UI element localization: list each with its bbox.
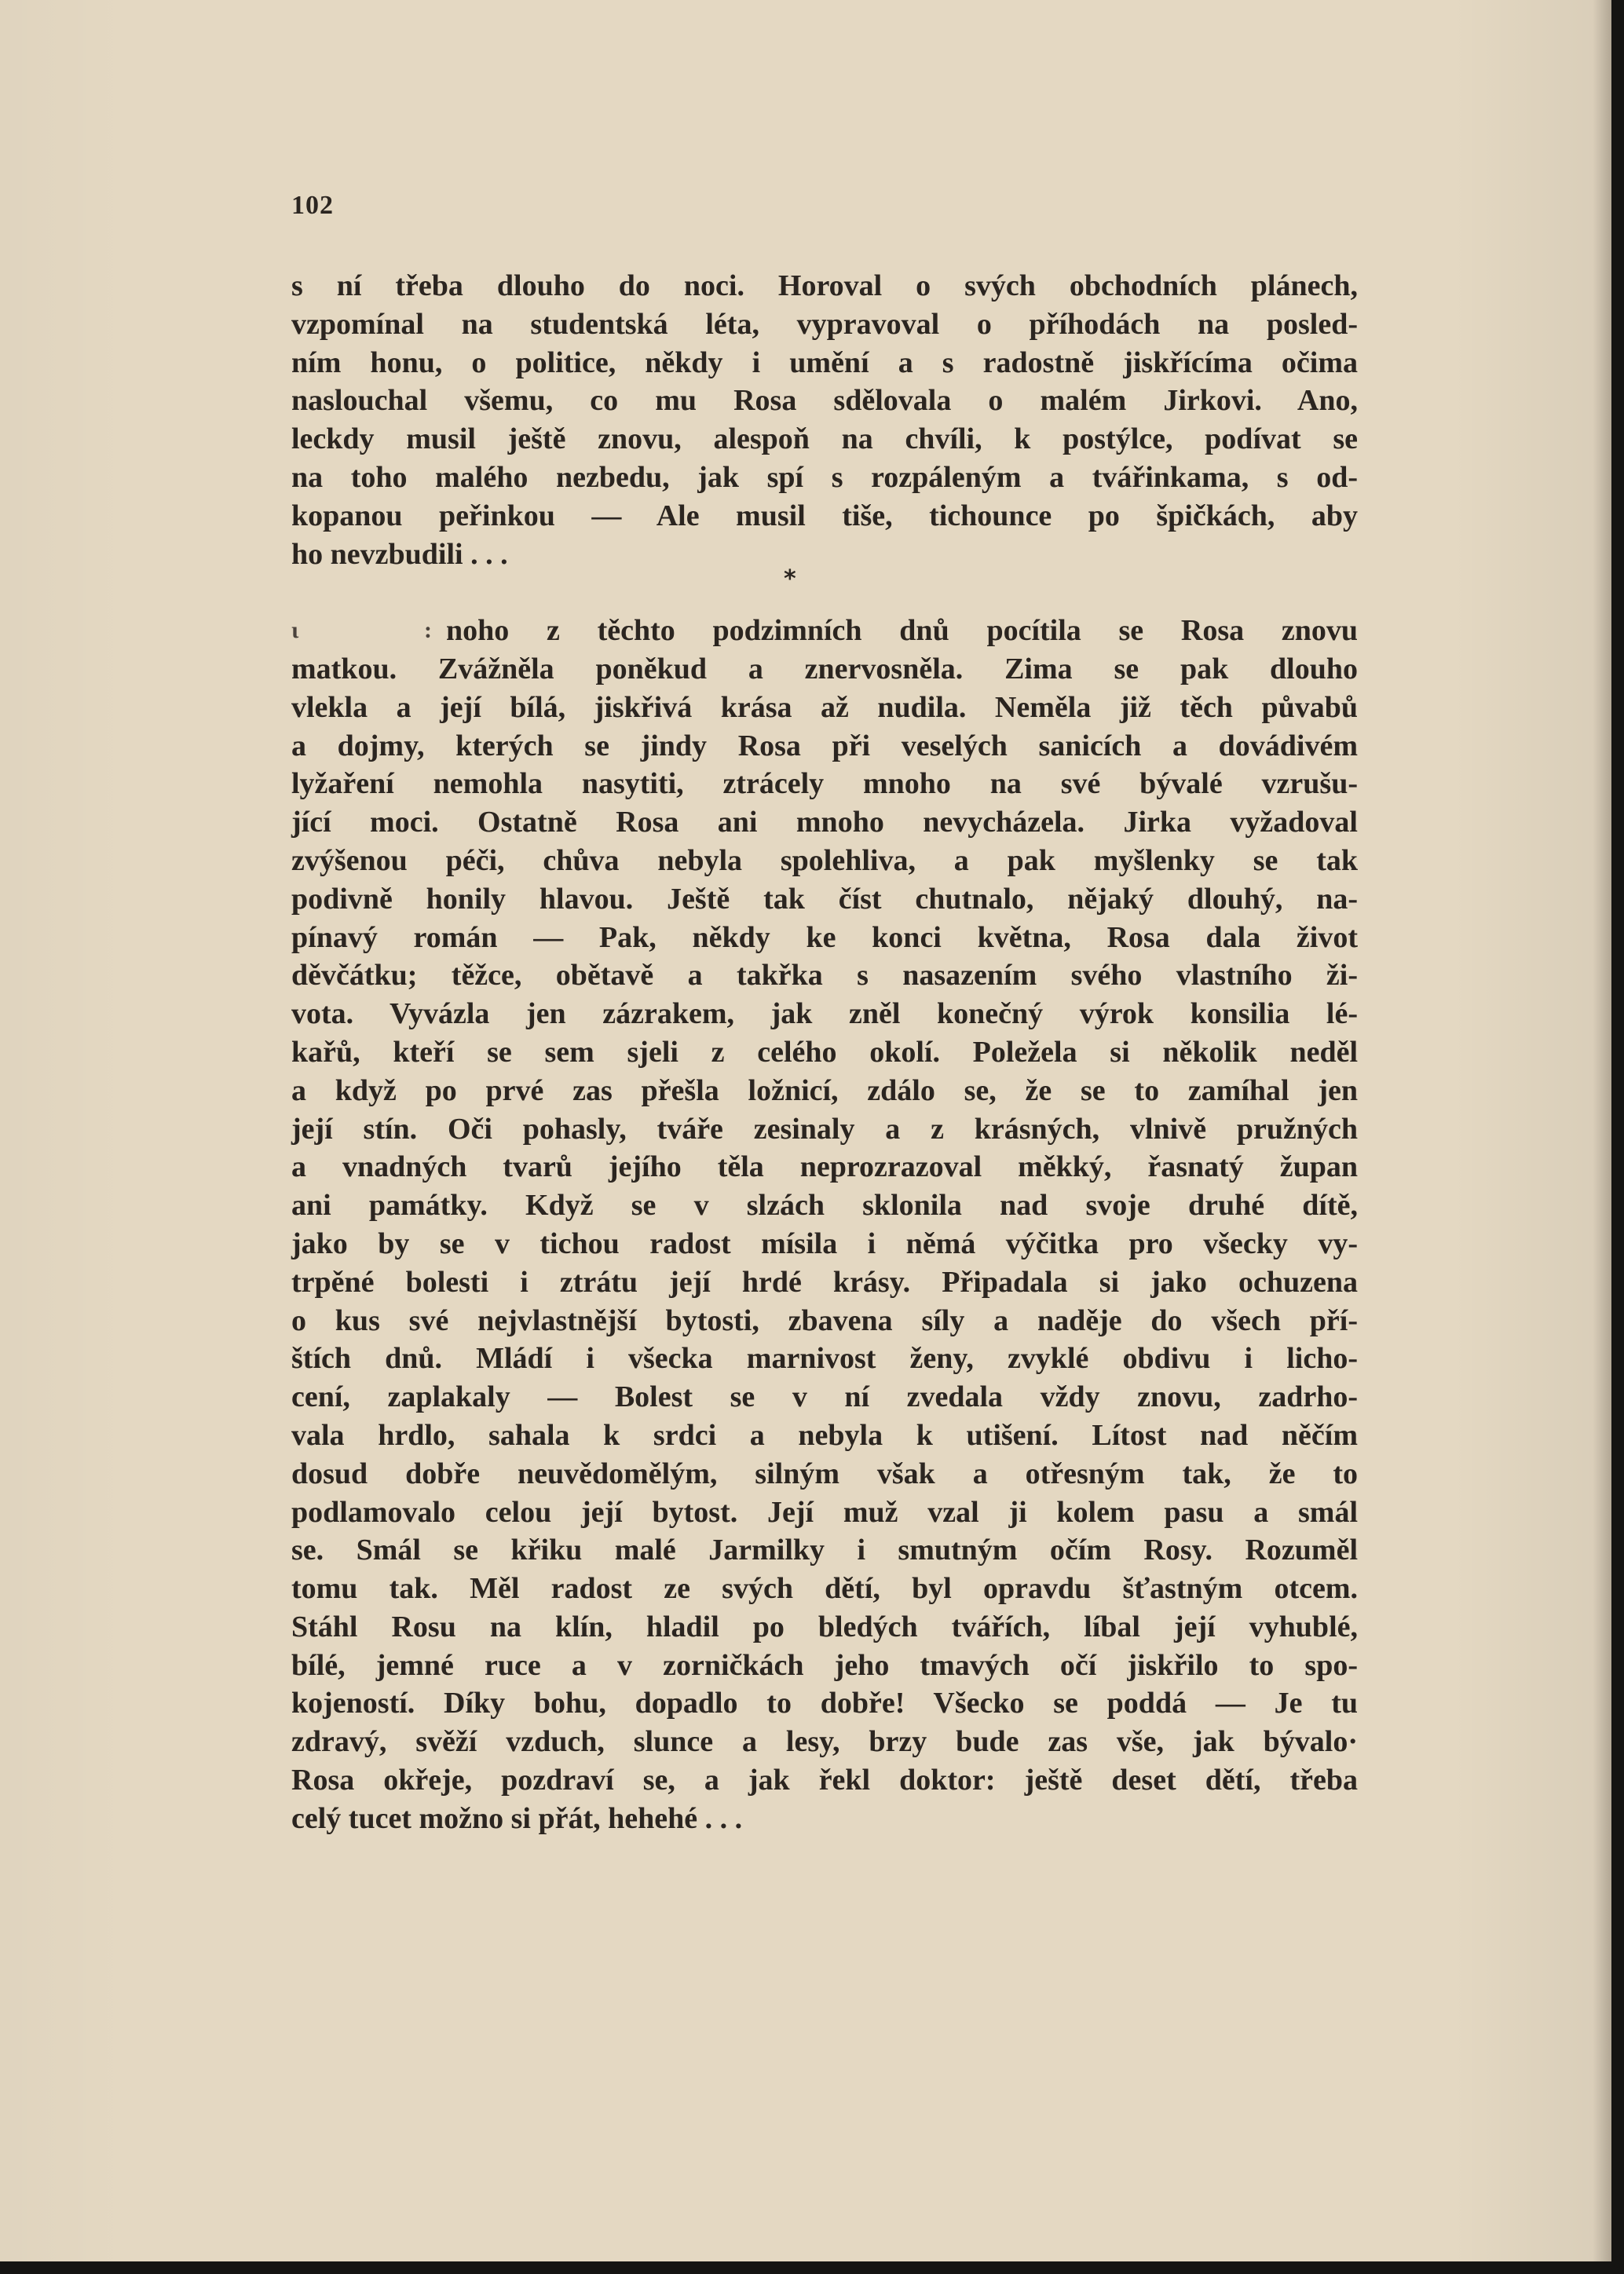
- text-line: matkou. Zvážněla poněkud a znervosněla. Zima se pak dlouho: [291, 652, 1358, 685]
- text-line: a dojmy, kterých se jindy Rosa při veselých sanicích a dovádivém: [291, 729, 1358, 762]
- text-line: štích dnů. Mládí i všecka marnivost ženy, zvyklé obdivu i licho-: [291, 1342, 1358, 1376]
- section-break-asterisk: *: [784, 565, 796, 593]
- text-line: tomu tak. Měl radost ze svých dětí, byl opravdu šťastným otcem.: [291, 1572, 1358, 1606]
- section-gap: [291, 573, 1358, 612]
- text-line: bílé, jemné ruce a v zorničkách jeho tmavých očí jiskřilo to spo-: [291, 1648, 1358, 1682]
- text-line: na toho malého nezbedu, jak spí s rozpáleným a tvářinkama, s od-: [291, 460, 1358, 494]
- page-number: 102: [291, 191, 334, 220]
- text-line: kojeností. Díky bohu, dopadlo to dobře! Všecko se poddá — Je tu: [291, 1687, 1358, 1720]
- text-line: cení, zaplakaly — Bolest se v ní zvedala vždy znovu, zadrho-: [291, 1380, 1358, 1414]
- text-line: kopanou peřinkou — Ale musil tiše, tichounce po špičkách, aby: [291, 499, 1358, 532]
- text-line: Rosa okřeje, pozdraví se, a jak řekl doktor: ještě deset dětí, třeba: [291, 1764, 1358, 1797]
- text-line: zvýšenou péči, chůva nebyla spolehliva, a pak myšlenky se tak: [291, 843, 1358, 877]
- text-line-content: noho z těchto podzimních dnů pocítila se Rosa znovu: [446, 614, 1358, 648]
- text-line: zdravý, svěží vzduch, slunce a lesy, brzy bude zas vše, jak bývalo·: [291, 1725, 1358, 1759]
- text-line: naslouchal všemu, co mu Rosa sdělovala o malém Jirkovi. Ano,: [291, 384, 1358, 418]
- text-line: dosud dobře neuvědomělým, silným však a otřesným tak, že to: [291, 1457, 1358, 1490]
- text-line: lyžaření nemohla nasytiti, ztrácely mnoho na své bývalé vzrušu-: [291, 767, 1358, 801]
- text-line: jako by se v tichou radost mísila i němá výčitka pro všecky vy-: [291, 1227, 1358, 1260]
- text-line-last: celý tucet možno si přát, hehehé . . .: [291, 1801, 743, 1835]
- text-line-content: ho nevzbudili . . .: [291, 537, 508, 571]
- text-line: trpěné bolesti i ztrátu její hrdé krásy. Připadala si jako ochuzena: [291, 1265, 1358, 1299]
- text-line: děvčátku; těžce, obětavě a takřka s nasazením svého vlastního ži-: [291, 959, 1358, 993]
- text-line: její stín. Oči pohasly, tváře zesinaly a z krásných, vlnivě pružných: [291, 1112, 1358, 1146]
- text-line: o kus své nejvlastnější bytosti, zbavena síly a naděje do všech pří-: [291, 1303, 1358, 1337]
- text-line: vzpomínal na studentská léta, vypravoval o příhodách na posled-: [291, 307, 1358, 341]
- text-line: ním honu, o politice, někdy i umění a s radostně jiskřícíma očima: [291, 345, 1358, 379]
- text-line: kařů, kteří se sem sjeli z celého okolí. Poležela si několik neděl: [291, 1035, 1358, 1069]
- text-line: vala hrdlo, sahala k srdci a nebyla k utišení. Lítost nad něčím: [291, 1418, 1358, 1452]
- text-line: a vnadných tvarů jejího těla neprozrazoval měkký, řasnatý župan: [291, 1150, 1358, 1184]
- text-line: pínavý román — Pak, někdy ke konci května, Rosa dala život: [291, 920, 1358, 954]
- text-line: leckdy musil ještě znovu, alespoň na chvíli, k postýlce, podívat se: [291, 422, 1358, 456]
- text-line: Stáhl Rosu na klín, hladil po bledých tvářích, líbal její vyhublé,: [291, 1610, 1358, 1643]
- text-line: ani památky. Když se v slzách sklonila nad svoje druhé dítě,: [291, 1189, 1358, 1223]
- body-text: [291, 267, 1358, 1838]
- page-edge-shadow: [1593, 0, 1611, 2261]
- text-line-first: [291, 612, 1358, 650]
- text-line: se. Smál se křiku malé Jarmilky i smutným očím Rosy. Rozuměl: [291, 1534, 1358, 1567]
- text-line: vlekla a její bílá, jiskřivá krása až nudila. Neměla již těch půvabů: [291, 690, 1358, 724]
- text-line: vota. Vyvázla jen zázrakem, jak zněl konečný výrok konsilia lé-: [291, 997, 1358, 1031]
- text-line: jící moci. Ostatně Rosa ani mnoho nevycházela. Jirka vyžadoval: [291, 806, 1358, 839]
- text-line-last: [291, 536, 1358, 593]
- missing-initial-mark: ι :: [291, 617, 446, 644]
- text-line: podivně honily hlavou. Ještě tak číst chutnalo, nějaký dlouhý, na-: [291, 882, 1358, 916]
- text-line: podlamovalo celou její bytost. Její muž vzal ji kolem pasu a smál: [291, 1495, 1358, 1529]
- text-line: s ní třeba dlouho do noci. Horoval o svých obchodních plánech,: [291, 269, 1358, 302]
- text-line: a když po prvé zas přešla ložnicí, zdálo se, že se to zamíhal jen: [291, 1073, 1358, 1107]
